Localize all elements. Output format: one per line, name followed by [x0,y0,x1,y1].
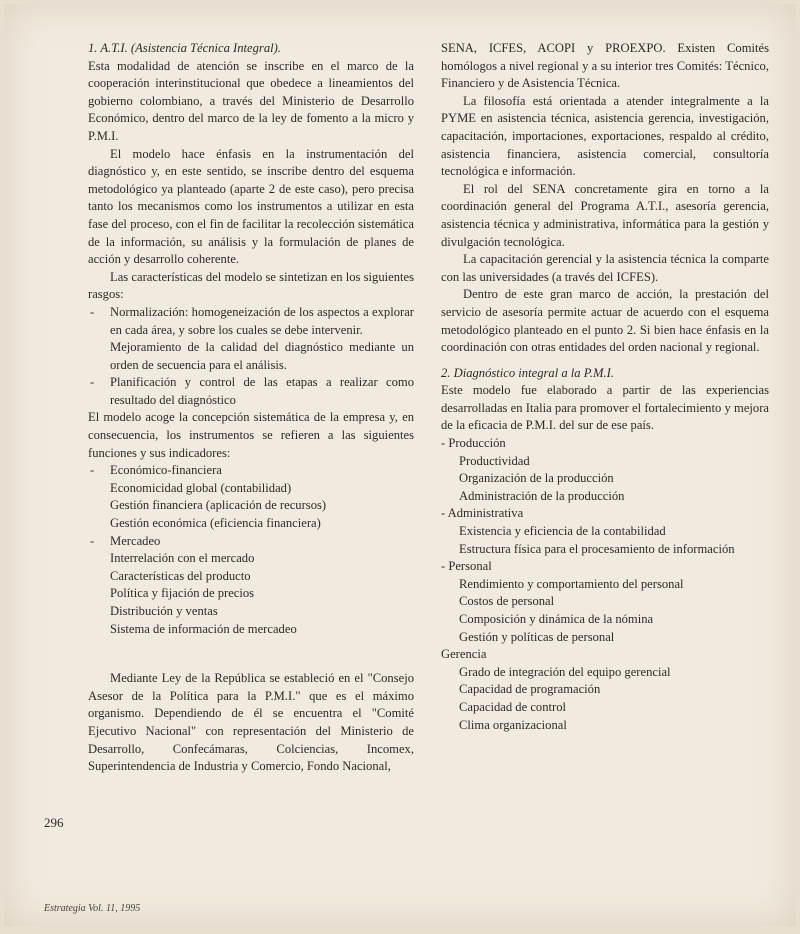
list-item: Composición y dinámica de la nómina [459,612,654,626]
list-item: Clima organizacional [459,717,567,732]
list-item: Costos de personal [459,594,555,609]
indicator-list [441,576,769,646]
feature-list [88,374,414,409]
paragraph: La capacitación gerencial y la asistencia técnica la comparte con las universidades (a través del ICFES). [441,252,769,284]
section-heading: 1. A.T.I. (Asistencia Técnica Integral). [88,41,281,55]
indicator-list [441,664,769,734]
paragraph: Dentro de este gran marco de acción, la prestación del servicio de asesoría permite actuar de acuerdo con el esquema metodológico planteado en el punto 2. Si bien hace énfasis en la coordinación con otras entidades del orden nacional y regional. [441,287,769,355]
paragraph: La filosofía está orientada a atender integralmente a la PYME en asistencia técnica, asistencia gerencia, investigación, capacitación, importaciones, exportaciones, respaldo al crédito, asistencia financiera, asistencia comercial, consultoría tecnológica e información. [441,93,769,179]
list-item: Capacidad de control [459,699,567,714]
function-list [88,462,414,480]
document-page [4,4,796,926]
indicator-list [88,550,414,638]
list-item: Gestión financiera (aplicación de recursos) [110,498,327,513]
list-item: - Normalización: homogeneización de los aspectos a explorar en cada área, y sobre los cuales se debe intervenir. [90,304,414,337]
list-item: Administración de la producción [459,488,625,503]
paragraph: Mediante Ley de la República se estableció en el "Consejo Asesor de la Política para la P.M.I." que es el máximo organismo. Dependiendo de él se encuentra el "Comité Ejecutivo Nacional" con representación del Ministerio de Desarrollo, Confecámaras, Colciencias, Incomex, Superintendencia de Industria y Comercio, Fondo Nacional, [88,671,414,774]
indicator-list [88,480,414,533]
footer-citation: Estrategia Vol. 11, 1995 [44,903,141,914]
list-item: Estructura física para el procesamiento de información [459,541,735,556]
list-subparagraph: Mejoramiento de la calidad del diagnóstico mediante un orden de secuencia para el análisis. [110,340,414,372]
category-label: - Administrativa [441,506,524,521]
paragraph: Esta modalidad de atención se inscribe en el marco de la cooperación interinstitucional que obedece a lineamientos del gobierno colombiano, a través del Ministerio de Desarrollo Económico, dentro del marco de la ley de fomento a la micro y P.M.I. [88,58,414,143]
list-item: Gestión y políticas de personal [459,629,615,644]
category-label: - Personal [441,559,492,574]
list-item: Gestión económica (eficiencia financiera) [110,516,321,531]
list-item: - Planificación y control de las etapas a realizar como resultado del diagnóstico [90,375,414,407]
paragraph: SENA, ICFES, ACOPI y PROEXPO. Existen Comités homólogos a nivel regional y a su interior tres Comités: Técnico, Financiero y de Asistencia Técnica. [441,41,769,91]
function-category: - Económico-financiera [90,463,222,478]
page-number: 296 [44,815,64,830]
category-label: Gerencia [441,647,487,662]
list-item: Productividad [459,453,530,468]
function-category: - Mercadeo [90,533,161,548]
paragraph: El modelo acoge la concepción sistemática de la empresa y, en consecuencia, los instrumentos se refieren a las siguientes funciones y sus indicadores: [88,410,414,460]
section-heading: 2. Diagnóstico integral a la P.M.I. [441,365,614,380]
list-item: Distribución y ventas [110,604,218,618]
function-list [88,533,414,551]
category-label: - Producción [441,436,506,451]
list-item: Economicidad global (contabilidad) [110,480,292,495]
left-column [88,40,414,776]
indicator-list [441,453,769,506]
list-item: Política y fijación de precios [110,586,255,601]
list-item: Capacidad de programación [459,682,601,697]
indicator-list [441,523,769,558]
list-item: Grado de integración del equipo gerencial [459,664,671,679]
list-item: Rendimiento y comportamiento del personal [459,576,684,591]
list-item: Interrelación con el mercado [110,551,255,566]
list-item: Características del producto [110,568,251,583]
paragraph: El rol del SENA concretamente gira en torno a la coordinación general del Programa A.T.I., asesoría gerencia, asistencia técnica y administrativa, informática para la gestión y divulgación tecnológica. [441,181,769,249]
right-column [441,40,769,734]
list-item: Sistema de información de mercadeo [110,621,297,636]
paragraph: Las características del modelo se sintetizan en los siguientes rasgos: [88,269,414,302]
paragraph: El modelo hace énfasis en la instrumentación del diagnóstico y, en este sentido, se inscribe dentro del esquema metodológico ya planteado (aparte 2 de este caso), pero precisa tanto los mecanismos como los instrumentos a utilizar en esta fase del proceso, con el fin de facilitar la recolección sistemática de la información, su análisis y la formulación de planes de acción y desarrollo coherente. [88,146,414,267]
paragraph: Este modelo fue elaborado a partir de las experiencias desarrolladas en Italia para promover el fortalecimiento y mejora de la eficacia de P.M.I. del sur de ese país. [441,383,769,433]
list-item: Existencia y eficiencia de la contabilidad [459,524,666,539]
list-item: Organización de la producción [459,471,614,486]
feature-list [88,304,414,339]
